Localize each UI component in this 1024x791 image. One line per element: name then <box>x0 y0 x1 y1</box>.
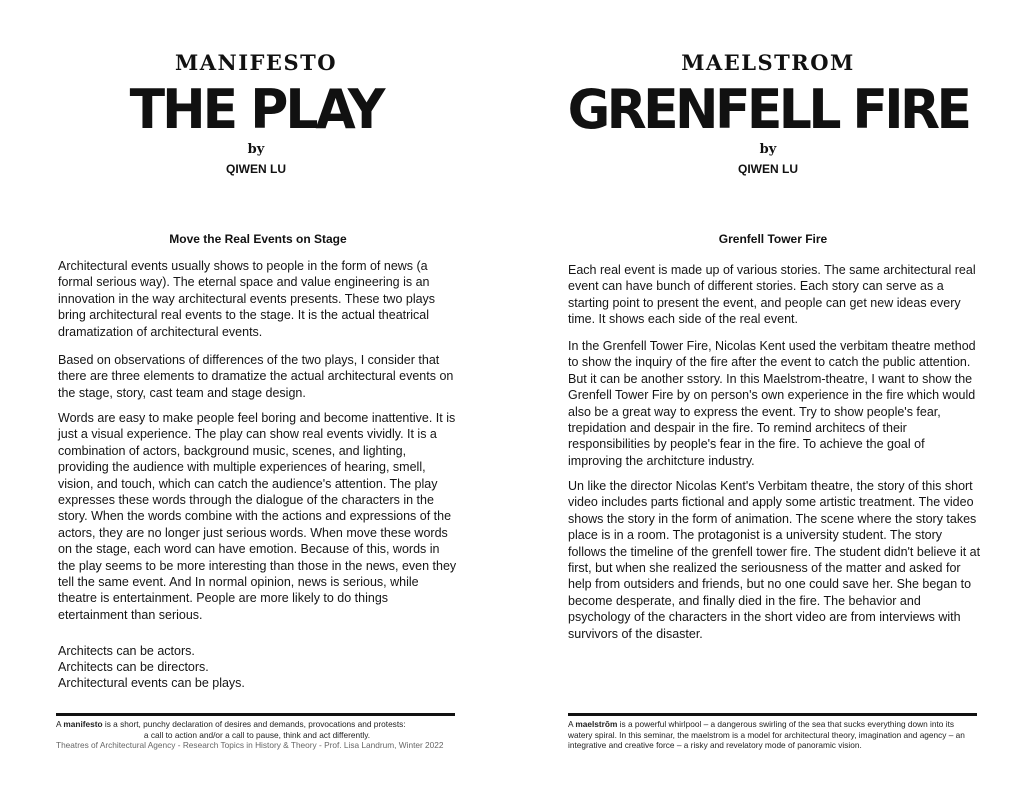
page-kicker: MAELSTROM <box>681 50 855 75</box>
author-name: QIWEN LU <box>738 162 798 176</box>
footnote-text: is a short, punchy declaration of desires and demands, provocations and protests: <box>102 719 406 729</box>
section-title: Move the Real Events on Stage <box>169 232 347 246</box>
author-name: QIWEN LU <box>226 162 286 176</box>
footnote-term: maelstrōm <box>575 719 618 729</box>
body-paragraph: In the Grenfell Tower Fire, Nicolas Kent used the verbitam theatre method to show the inquiry of the fire after the event to catch the public attention. But it can be another sstory. In this Maelstrom-theatre, I want to show the Grenfell Tower Fire by on person's own experience in the fire which would also be a great way to express the event. Try to show people's fear, trepidation and despair in the fire. To remind architecs of their responsibilities by people's fear in the fire. To achieve the goal of improving the architcture industry. <box>568 339 976 468</box>
footnote-text-line2: a call to action and/or a call to pause, think and act differently. <box>143 729 371 740</box>
closing-line: Architects can be actors. <box>58 644 195 658</box>
body-paragraph: Words are easy to make people feel boring and become inattentive. It is just a visual experience. The play can show real events vividly. It is a combination of actors, background music, scenes, and lighting, providing the audience with multiple experiences of hearing, smell, vision, and touch, which can catch the audience's attention. The play expresses these words through the dialogue of the characters in the story. When the words combine with the actions and expressions of the actors, they are no longer just serious words. When move these words on the stage, each word can have emotion. Because of this, words in the play seems to be more interesting than those in the news, even they tell the same event. And In normal opinion, news is serious, while theatre is entertainment. People are more likely to do things etertainment than serious. <box>58 411 457 622</box>
footnote-prefix: A <box>56 719 64 729</box>
maelstrom-page <box>512 0 1024 791</box>
page-title: THE PLAY <box>129 78 383 142</box>
definition-footnote <box>56 719 458 751</box>
byline-by: by <box>247 142 265 157</box>
footnote-divider <box>568 713 977 716</box>
byline-by: by <box>759 142 777 157</box>
footnote-term: manifesto <box>63 719 103 729</box>
page-title: GRENFELL FIRE <box>567 78 969 142</box>
section-title: Grenfell Tower Fire <box>718 232 828 246</box>
body-paragraph: Un like the director Nicolas Kent's Verbitam theatre, the story of this short video includes parts fictional and apply some artistic treatment. The video shows the story in the form of animation. The scene where the story takes place is in a room. The protagonist is a university student. The story follows the timeline of the grenfell tower fire. The student didn't believe it at first, but when she realized the seriousness of the matter and asked for help from outsiders and friends, but no one could save her. She began to become desperate, and finally died in the fire. The behavior and psychology of the characters in the short video are from interviews with survivors of the disaster. <box>568 479 981 641</box>
footnote-text: is a powerful whirlpool – a dangerous swirling of the sea that sucks everything down into its watery spiral. In this seminar, the maelstrom is a model for architectural theory, imagination and agency – an integrative and creative force – a risky and revelatory mode of panoramic vision. <box>568 719 965 750</box>
definition-footnote <box>568 719 980 751</box>
closing-line: Architects can be directors. <box>58 660 209 674</box>
body-paragraph: Architectural events usually shows to people in the form of news (a formal serious way). The eternal space and value engineering is an innovation in the way architectural events presents. These two plays bring architectural real events to the stage. It is the actual theatrical dramatization of architectural events. <box>58 259 436 339</box>
page-kicker: MANIFESTO <box>174 50 338 75</box>
body-paragraph: Based on observations of differences of the two plays, I consider that there are three elements to dramatize the actual architectural events on the stage, story, cast team and stage design. <box>58 353 454 400</box>
footnote-divider <box>56 713 455 716</box>
footnote-prefix: A <box>568 719 576 729</box>
closing-line: Architectural events can be plays. <box>58 676 245 690</box>
course-credit: Theatres of Architectural Agency - Research Topics in History & Theory - Prof. Lisa Landrum, Winter 2022 <box>56 740 444 750</box>
body-paragraph: Each real event is made up of various stories. The same architectural real event can have bunch of different stories. Each story can serve as a starting point to present the event, and people can get new ideas every time. It shows each side of the real event. <box>568 263 976 327</box>
